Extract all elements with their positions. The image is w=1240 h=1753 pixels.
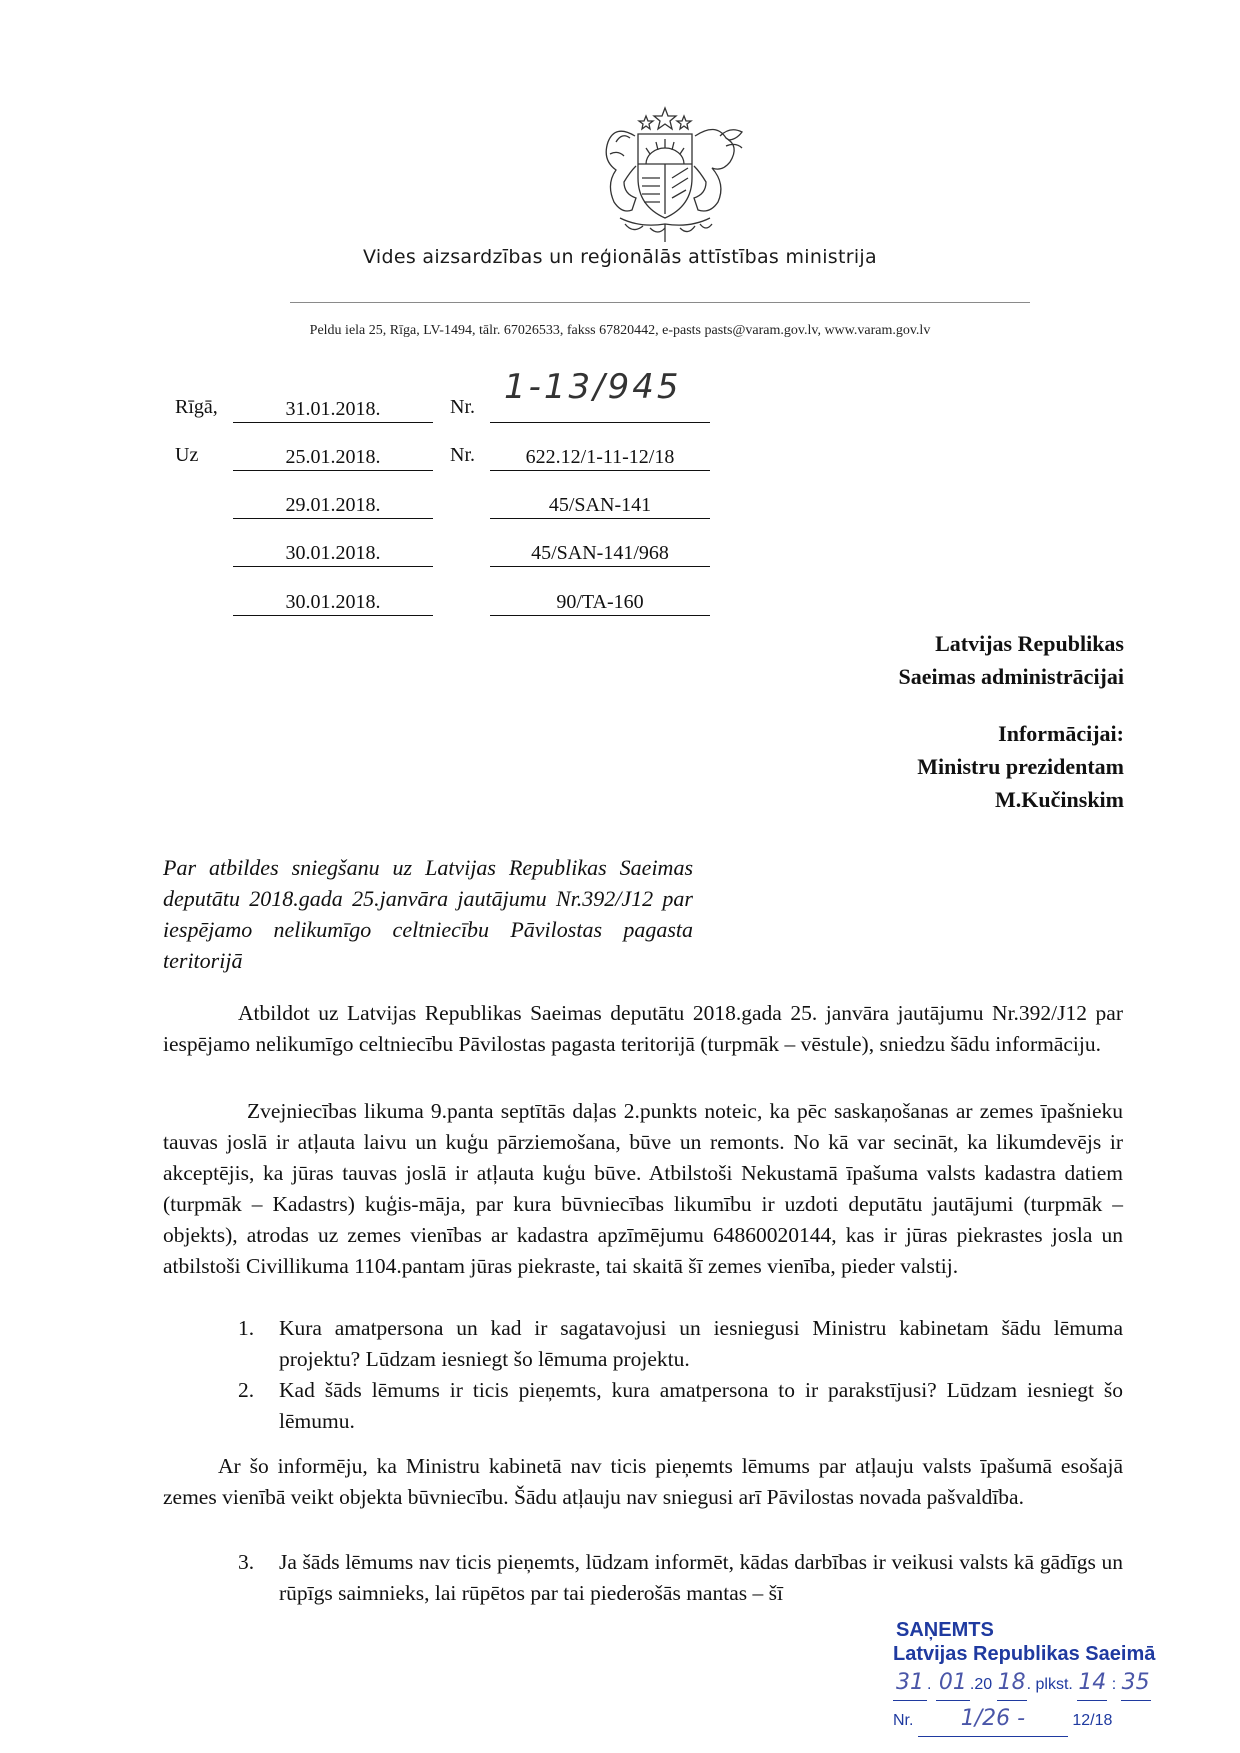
reference-number: 622.12/1-11-12/18 bbox=[490, 444, 710, 471]
handwritten-letter-number: 1-13/945 bbox=[504, 367, 682, 407]
info-recipient-block bbox=[917, 717, 1124, 816]
reference-number: 45/SAN-141 bbox=[490, 492, 710, 519]
stamp-time-label: plkst. bbox=[1035, 1676, 1073, 1693]
header-divider bbox=[290, 302, 1030, 303]
reference-number: 90/TA-160 bbox=[490, 589, 710, 616]
received-stamp bbox=[893, 1618, 1193, 1748]
body-paragraph: Ar šo informēju, ka Ministru kabinetā nav ticis pieņemts lēmums par atļauju valsts īpašumā esošajā zemes vienībā veikt objekta būvniecību. Šādu atļauju nav sniegusi arī Pāvilostas novada pašvaldība. bbox=[163, 1454, 1123, 1509]
stamp-day: 31 bbox=[893, 1666, 927, 1701]
stamp-minute: 35 bbox=[1121, 1666, 1151, 1701]
numbered-item bbox=[163, 1547, 1123, 1609]
body-paragraph: Atbildot uz Latvijas Republikas Saeimas deputātu 2018.gada 25. janvāra jautājumu Nr.392/J12 par iespējamo nelikumīgo celtniecību Pāvilostas pagasta teritorijā (turpmāk – vēstule), sniedzu šādu informāciju. bbox=[163, 1001, 1123, 1056]
ministry-name: Vides aizsardzības un reģionālās attīstības ministrija bbox=[363, 246, 877, 268]
item-text: Ja šāds lēmums nav ticis pieņemts, lūdzam informēt, kādas darbības ir veikusi valsts kā gādīgs un rūpīgs saimnieks, lai rūpētos par tai piederošās mantas – šī bbox=[279, 1550, 1123, 1605]
stamp-separator: . bbox=[1026, 1676, 1032, 1693]
nr-label: Nr. bbox=[450, 396, 475, 418]
stamp-title: SAŅEMTS bbox=[896, 1619, 994, 1641]
stamp-separator: . bbox=[927, 1676, 932, 1693]
item-number: 2. bbox=[238, 1378, 255, 1402]
reference-number: 45/SAN-141/968 bbox=[490, 540, 710, 567]
stamp-nr-value: 1/26 - bbox=[918, 1702, 1068, 1737]
info-recipient-line: Ministru prezidentam bbox=[917, 754, 1124, 779]
letter-subject: Par atbildes sniegšanu uz Latvijas Republikas Saeimas deputātu 2018.gada 25.janvāra jautājumu Nr.392/J12 par iespējamo nelikumīgo celtniecību Pāvilostas pagasta teritorijā bbox=[163, 855, 693, 973]
body-paragraph: Zvejniecības likuma 9.panta septītās daļas 2.punkts noteic, ka pēc saskaņošanas ar zemes īpašnieku tauvas joslā ir atļauta laivu un kuģu pārziemošana, būve un remonts. No kā var secināt, ka likumdevējs ir akceptējis, ka jūras tauvas joslā ir atļauta kuģu būve. Atbilstoši Nekustamā īpašuma valsts kadastra datiem (turpmāk – Kadastrs) kuģis-māja, par kura būvniecības likumību ir uzdoti deputātu jautājumi (turpmāk – objekts), atrodas uz zemes vienības ar kadastra apzīmējumu 64860020144, kas ir jūras piekrastes josla un atbilstoši Civillikuma 1104.pantam jūras piekraste, tai skaitā šī zemes vienība, pieder valstij. bbox=[163, 1099, 1123, 1278]
contact-line: Peldu iela 25, Rīga, LV-1494, tālr. 67026533, fakss 67820442, e-pasts pasts@varam.gov.lv, www.varam.gov.lv bbox=[309, 323, 931, 338]
place-label: Rīgā, bbox=[175, 396, 218, 418]
stamp-organization: Latvijas Republikas Saeimā bbox=[893, 1643, 1156, 1665]
addressee-block bbox=[899, 627, 1125, 693]
reference-date: 25.01.2018. bbox=[233, 444, 433, 471]
stamp-hour: 14 bbox=[1077, 1666, 1107, 1701]
stamp-nr-label: Nr. bbox=[893, 1712, 914, 1729]
coat-of-arms-logo bbox=[580, 106, 750, 246]
letter-number-field bbox=[490, 367, 710, 423]
stamp-datetime-row bbox=[893, 1666, 1193, 1702]
stamp-separator: . bbox=[969, 1676, 975, 1693]
numbered-item bbox=[163, 1313, 1123, 1375]
info-label: Informācijai: bbox=[998, 721, 1124, 746]
stamp-separator: : bbox=[1111, 1676, 1117, 1693]
numbered-item bbox=[163, 1375, 1123, 1437]
letter-date: 31.01.2018. bbox=[233, 396, 433, 423]
item-number: 1. bbox=[238, 1316, 255, 1340]
stamp-nr-suffix: 12/18 bbox=[1072, 1712, 1113, 1729]
reference-date: 30.01.2018. bbox=[233, 589, 433, 616]
item-text: Kura amatpersona un kad ir sagatavojusi un iesniegusi Ministru kabinetam šādu lēmuma projektu? Lūdzam iesniegt šo lēmuma projektu. bbox=[279, 1316, 1123, 1371]
stamp-month: 01 bbox=[936, 1666, 970, 1701]
addressee-line: Latvijas Republikas bbox=[935, 631, 1124, 656]
item-text: Kad šāds lēmums ir ticis pieņemts, kura amatpersona to ir parakstījusi? Lūdzam iesniegt šo lēmumu. bbox=[279, 1378, 1123, 1433]
stamp-number-row bbox=[893, 1702, 1193, 1738]
stamp-year-prefix: 20 bbox=[974, 1676, 993, 1693]
reference-date: 29.01.2018. bbox=[233, 492, 433, 519]
stamp-year-suffix: 18 bbox=[997, 1666, 1027, 1701]
item-number: 3. bbox=[238, 1550, 255, 1574]
reference-nr-label: Nr. bbox=[450, 444, 475, 466]
addressee-line: Saeimas administrācijai bbox=[898, 664, 1124, 689]
reply-to-label: Uz bbox=[175, 444, 199, 466]
reference-date: 30.01.2018. bbox=[233, 540, 433, 567]
info-recipient-line: M.Kučinskim bbox=[995, 787, 1124, 812]
